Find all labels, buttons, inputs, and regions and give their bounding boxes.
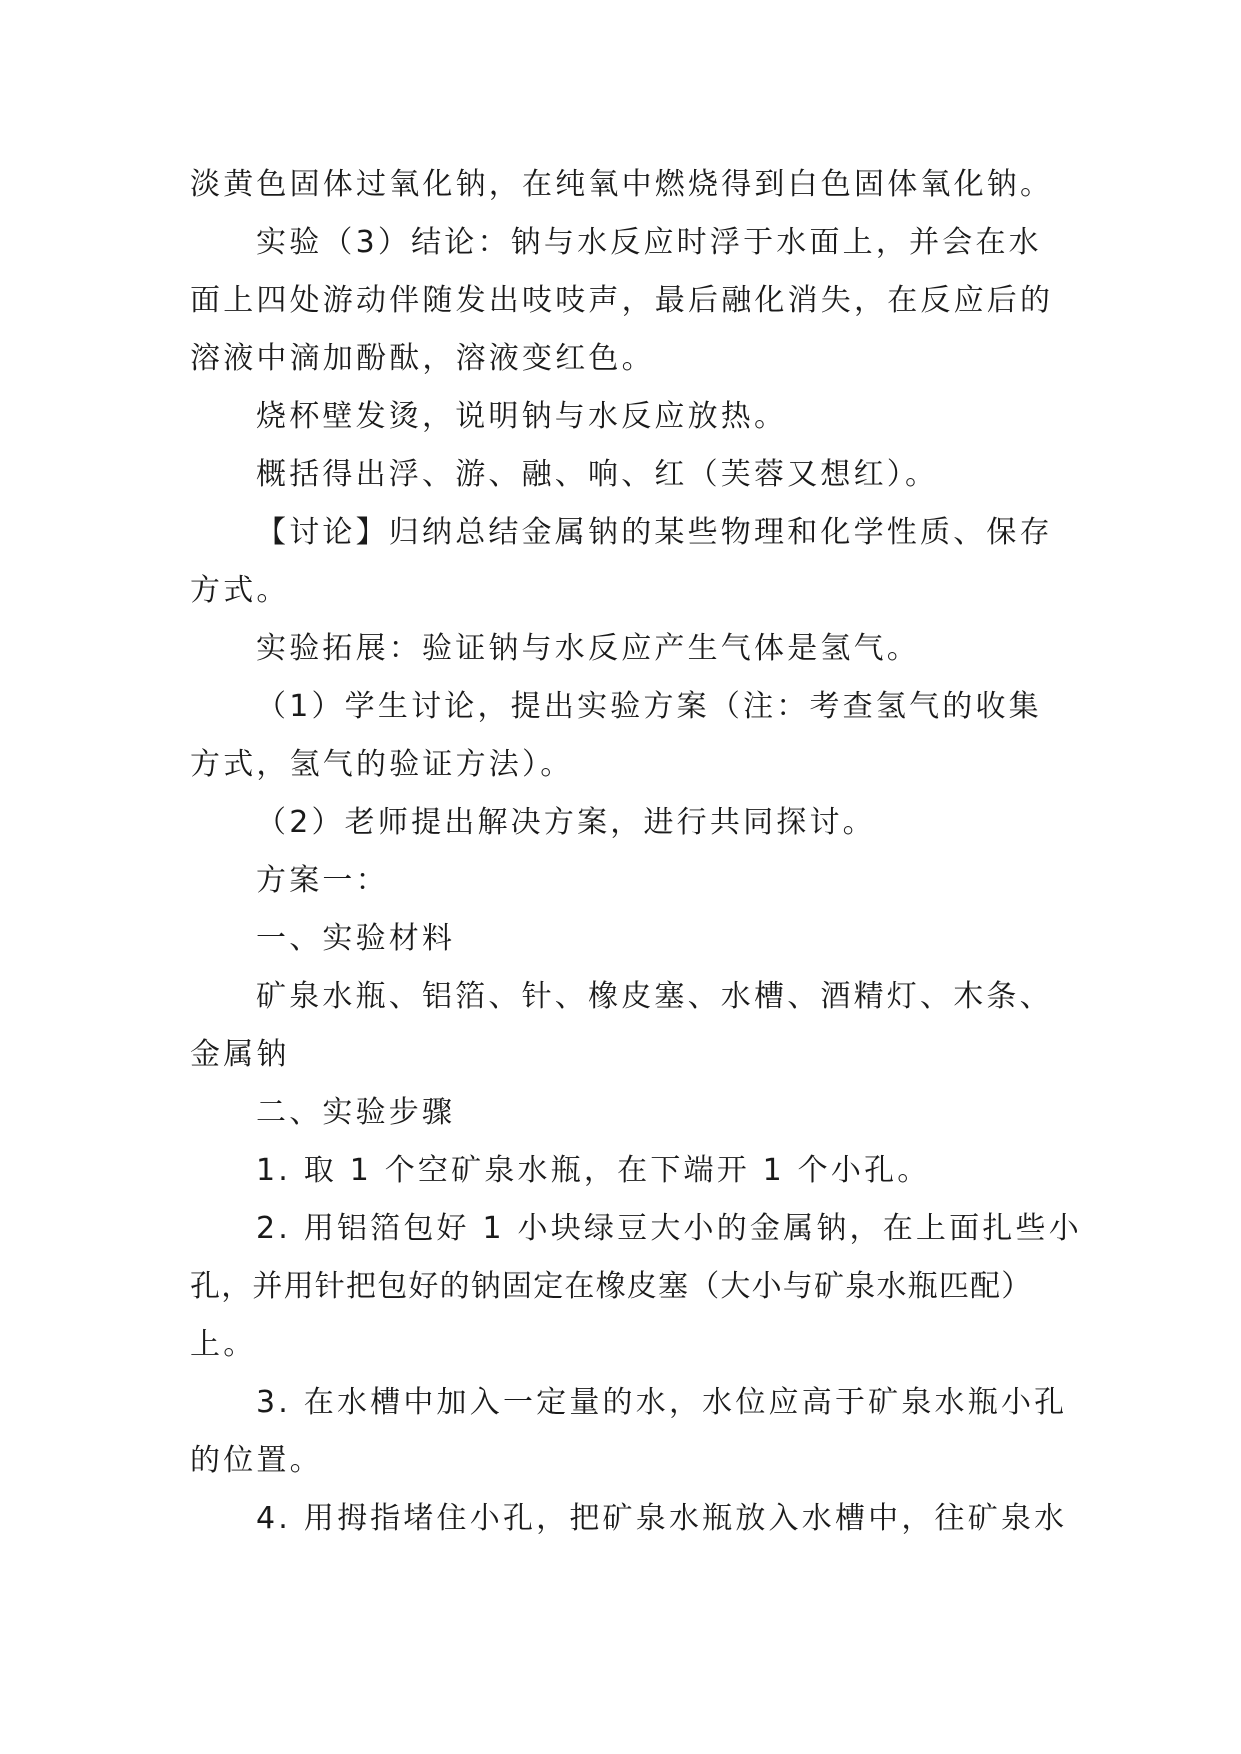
- text-line: 1. 取 1 个空矿泉水瓶，在下端开 1 个小孔。: [256, 1153, 931, 1188]
- text-line: 方式。: [190, 573, 290, 608]
- text-line: 面上四处游动伴随发出吱吱声，最后融化消失，在反应后的: [190, 283, 1054, 318]
- text-line: 实验拓展：验证钠与水反应产生气体是氢气。: [256, 631, 920, 666]
- text-line: 二、实验步骤: [256, 1095, 456, 1130]
- text-line: 孔，并用针把包好的钠固定在橡皮塞（大小与矿泉水瓶匹配）: [190, 1269, 1033, 1304]
- text-line: 2. 用铝箔包好 1 小块绿豆大小的金属钠，在上面扎些小: [256, 1211, 1082, 1246]
- text-line: 方式，氢气的验证方法）。: [190, 747, 574, 782]
- text-line: （2）老师提出解决方案，进行共同探讨。: [256, 805, 876, 840]
- text-line: 上。: [190, 1327, 257, 1362]
- text-line: 一、实验材料: [256, 921, 456, 956]
- text-line: 概括得出浮、游、融、响、红（芙蓉又想红）。: [256, 457, 939, 492]
- text-line: 的位置。: [190, 1443, 323, 1478]
- text-line: 【讨论】归纳总结金属钠的某些物理和化学性质、保存: [256, 515, 1053, 550]
- text-line: 淡黄色固体过氧化钠，在纯氧中燃烧得到白色固体氧化钠。: [190, 167, 1054, 202]
- text-line: 烧杯壁发烫，说明钠与水反应放热。: [256, 399, 788, 434]
- text-line: 矿泉水瓶、铝箔、针、橡皮塞、水槽、酒精灯、木条、: [256, 979, 1053, 1014]
- text-line: 4. 用拇指堵住小孔，把矿泉水瓶放入水槽中，往矿泉水: [256, 1501, 1068, 1536]
- text-line: 实验（3）结论：钠与水反应时浮于水面上，并会在水: [256, 225, 1042, 260]
- text-line: 3. 在水槽中加入一定量的水，水位应高于矿泉水瓶小孔: [256, 1385, 1068, 1420]
- text-line: 溶液中滴加酚酞，溶液变红色。: [190, 341, 655, 376]
- text-line: 金属钠: [190, 1037, 290, 1072]
- text-line: （1）学生讨论，提出实验方案（注：考查氢气的收集: [256, 689, 1042, 724]
- text-line: 方案一：: [256, 863, 389, 898]
